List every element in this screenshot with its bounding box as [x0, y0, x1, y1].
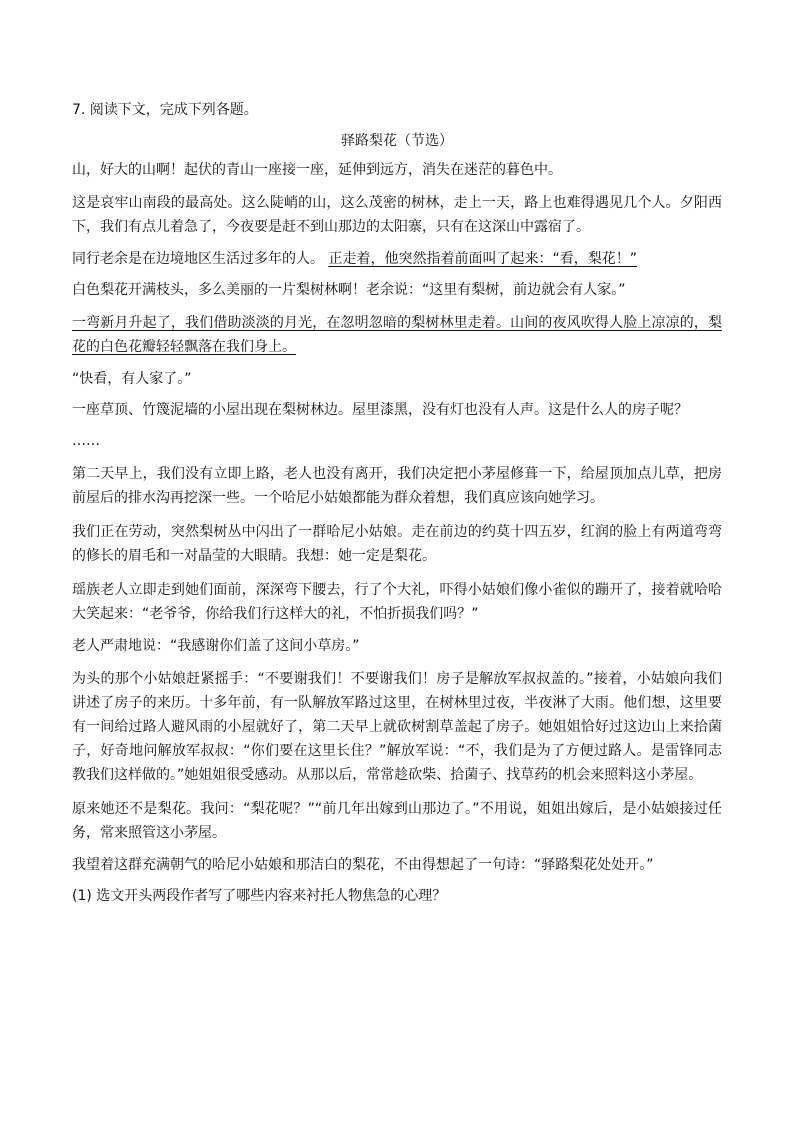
ellipsis: ……: [72, 433, 100, 449]
question-prompt: 7. 阅读下文，完成下列各题。: [72, 102, 258, 118]
paragraph-14: 我望着这群充满朝气的哈尼小姑娘和那洁白的梨花，不由得想起了一句诗：“驿路梨花处处开。”: [72, 857, 654, 873]
paragraph-3-text: 同行老余是在边境地区生活过多年的人。: [72, 251, 324, 267]
paragraph-10: 瑶族老人立即走到她们面前，深深弯下腰去，行了个大礼，吓得小姑娘们像小雀似的蹦开了，接着就哈哈大笑起来：“老爷爷，你给我们行这样大的礼，不怕折损我们吗？”: [72, 582, 722, 622]
paragraph-3: [72, 249, 722, 270]
paragraph-13: 原来她还不是梨花。我问：“梨花呢？”“前几年出嫁到山那边了。”不用说，姐姐出嫁后，是小姑娘接过任务，常来照管这小茅屋。: [72, 801, 722, 841]
paragraph-6: “快看，有人家了。”: [72, 371, 192, 387]
paragraph-11: 老人严肃地说：“我感谢你们盖了这间小草房。”: [72, 638, 360, 654]
paragraph-7: 一座草顶、竹篾泥墙的小屋出现在梨树林边。屋里漆黑，没有灯也没有人声。这是什么人的房子呢？: [72, 402, 688, 418]
paragraph-5-underlined: 一弯新月升起了，我们借助淡淡的月光，在忽明忽暗的梨树林里走着。山间的夜风吹得人脸上凉凉的，梨花的白色花瓣轻轻飘落在我们身上。: [72, 315, 722, 355]
underlined-sentence: 正走着，他突然指着前面叫了起来：“看，梨花！”: [328, 251, 637, 267]
paragraph-2: 这是哀牢山南段的最高处。这么陡峭的山，这么茂密的树林，走上一天，路上也难得遇见几个人。夕阳西下，我们有点儿着急了，今夜要是赶不到山那边的太阳寨，只有在这深山中露宿了。: [72, 195, 722, 235]
document-page: [72, 100, 722, 917]
passage-title: 驿路梨花（节选）: [341, 133, 453, 149]
sub-question-1: (1) 选文开头两段作者写了哪些内容来衬托人物焦急的心理？: [72, 888, 447, 904]
paragraph-12: 为头的那个小姑娘赶紧摇手：“不要谢我们！不要谢我们！房子是解放军叔叔盖的。”接着，小姑娘向我们讲述了房子的来历。十多年前，有一队解放军路过这里，在树林里过夜，半夜淋了大雨。他们想，这里要有一间给过路人避风雨的小屋就好了，第二天早上就砍树割草盖起了房子。她姐姐恰好过这边山上来拾菌子，好奇地问解放军叔叔：“你们要在这里长住？”解放军说：“不，我们是为了方便过路人。是雷锋同志教我们这样做的。”她姐姐很受感动。从那以后，常常趁砍柴、拾菌子、找草药的机会来照料这小茅屋。: [72, 671, 722, 783]
paragraph-1: 山，好大的山啊！起伏的青山一座接一座，延伸到远方，消失在迷茫的暮色中。: [72, 162, 562, 178]
paragraph-4: 白色梨花开满枝头，多么美丽的一片梨树林啊！老余说：“这里有梨树，前边就会有人家。”: [72, 282, 626, 298]
paragraph-8: 第二天早上，我们没有立即上路，老人也没有离开，我们决定把小茅屋修葺一下，给屋顶加点儿草，把房前屋后的排水沟再挖深一些。一个哈尼小姑娘都能为群众着想，我们真应该向她学习。: [72, 466, 722, 506]
paragraph-9: 我们正在劳动，突然梨树丛中闪出了一群哈尼小姑娘。走在前边的约莫十四五岁，红润的脸上有两道弯弯的修长的眉毛和一对晶莹的大眼睛。我想：她一定是梨花。: [72, 524, 722, 564]
